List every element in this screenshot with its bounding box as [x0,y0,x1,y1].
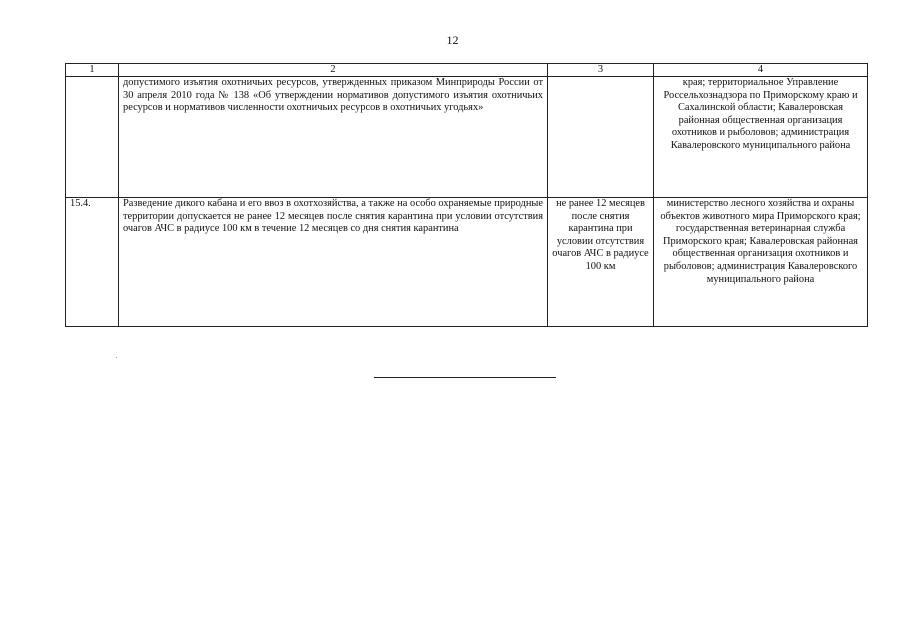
column-header-2: 2 [119,64,548,77]
page-number: 12 [446,33,459,47]
measures-table [65,63,868,327]
row-term: не ранее 12 месяцев после снятия карантина при условии отсутствия очагов АЧС в радиусе 100 км [548,198,654,327]
row-number [66,77,119,198]
row-number: 15.4. [66,198,119,327]
row-description: Разведение дикого кабана и его ввоз в охотхозяйства, а также на особо охраняемые природные территории допускается не ранее 12 месяцев после снятия карантина при условии отсутствия очагов АЧС в радиусе 100 км в течение 12 месяцев со дня снятия карантина [119,198,548,327]
table-row [66,198,868,327]
row-responsible: края; территориальное Управление Россельхознадзора по Приморскому краю и Сахалинской области; Кавалеровская районная общественная организация охотников и рыболовов; администрация Кавалеровского муниципального района [654,77,868,198]
row-description: допустимого изъятия охотничьих ресурсов, утвержденных приказом Минприроды России от 30 апреля 2010 года № 138 «Об утверждении нормативов допустимого изъятия охотничьих ресурсов и нормативов численности охотничьих ресурсов в охотничьих угодьях» [119,77,548,198]
scan-speck [116,357,117,358]
end-of-document-line [374,377,556,378]
column-header-1: 1 [66,64,119,77]
column-header-4: 4 [654,64,868,77]
row-responsible: министерство лесного хозяйства и охраны объектов животного мира Приморского края; государственная ветеринарная служба Приморского края; Кавалеровская районная общественная организация охотников и рыболовов; администрация Кавалеровского муниципального района [654,198,868,327]
row-term [548,77,654,198]
column-header-3: 3 [548,64,654,77]
table-header-row [66,64,868,77]
table-row [66,77,868,198]
